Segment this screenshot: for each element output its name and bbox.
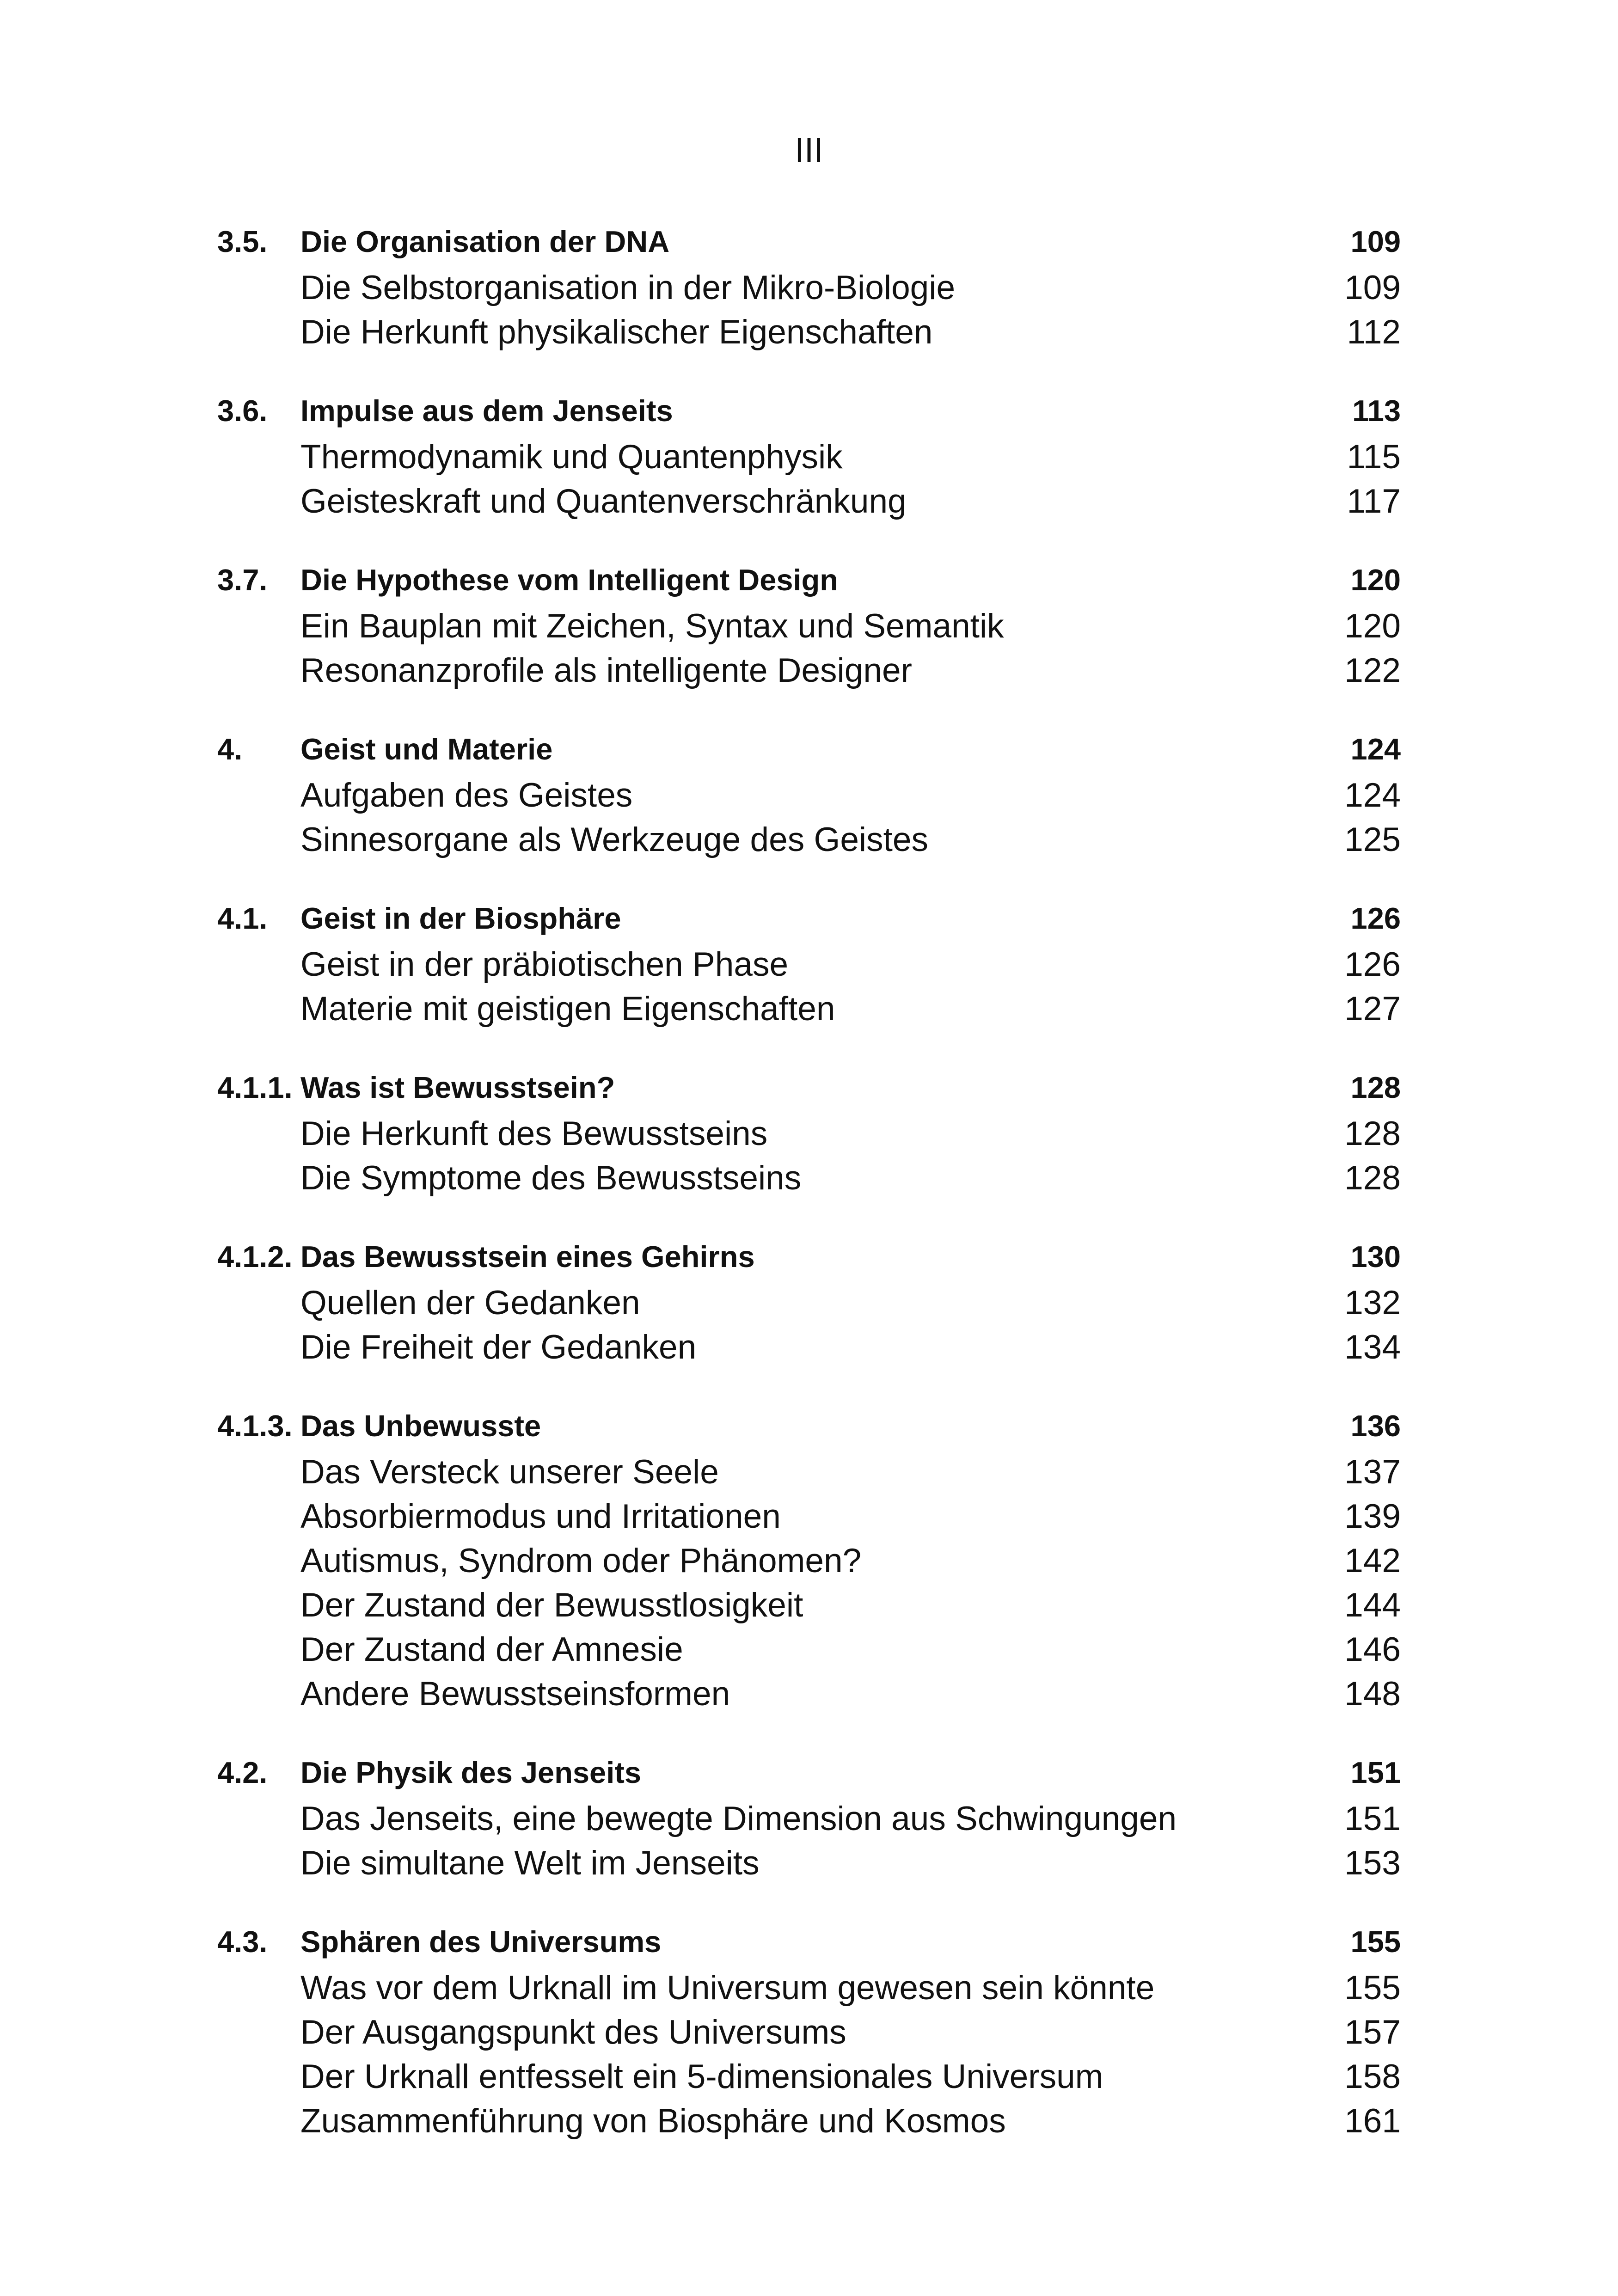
subentry-page-number: 139 [1344,1497,1401,1535]
subentry-title: Absorbiermodus und Irritationen [300,1497,781,1535]
section-page-number: 113 [1352,393,1401,428]
toc-subentry [217,1325,1401,1369]
subentry-title: Thermodynamik und Quantenphysik [300,438,843,476]
toc-subentry [217,817,1401,862]
toc-subentry [217,1671,1401,1716]
subentry-title: Der Zustand der Bewusstlosigkeit [300,1586,803,1624]
toc-subentry [217,1841,1401,1885]
toc-heading [217,386,1401,435]
toc-subentry [217,1583,1401,1627]
subentry-title: Resonanzprofile als intelligente Designer [300,651,912,689]
toc-subentry [217,1111,1401,1156]
subentry-page-number: 153 [1344,1844,1401,1882]
section-page-number: 155 [1350,1924,1401,1959]
section-number: 4.1.2. [217,1239,293,1274]
toc-heading [217,556,1401,604]
subentry-page-number: 125 [1344,820,1401,858]
subentry-title: Die Selbstorganisation in der Mikro-Biologie [300,269,956,306]
section-page-number: 126 [1350,901,1401,935]
subentry-page-number: 155 [1344,1969,1401,2007]
toc-section [217,386,1401,523]
section-page-number: 130 [1350,1239,1401,1274]
subentry-title: Quellen der Gedanken [300,1284,640,1322]
toc-subentry [217,310,1401,354]
subentry-page-number: 124 [1344,776,1401,814]
subentry-title: Das Versteck unserer Seele [300,1453,719,1491]
subentry-title: Zusammenführung von Biosphäre und Kosmos [300,2102,1006,2140]
subentry-page-number: 161 [1344,2102,1401,2140]
subentry-title: Das Jenseits, eine bewegte Dimension aus Schwingungen [300,1800,1177,1837]
toc-subentry [217,1627,1401,1671]
section-number: 4.1. [217,901,268,935]
subentry-title: Materie mit geistigen Eigenschaften [300,990,835,1028]
subentry-page-number: 134 [1344,1328,1401,1366]
section-page-number: 120 [1350,563,1401,597]
section-page-number: 136 [1350,1408,1401,1443]
section-title: Das Bewusstsein eines Gehirns [300,1239,755,1274]
toc-heading [217,217,1401,265]
subentry-title: Die Symptome des Bewusstseins [300,1159,802,1197]
toc-heading [217,894,1401,942]
section-number: 4.1.3. [217,1408,293,1443]
subentry-page-number: 144 [1344,1586,1401,1624]
toc-section [217,894,1401,1031]
section-title: Impulse aus dem Jenseits [300,393,673,428]
toc-heading [217,1063,1401,1111]
subentry-title: Geisteskraft und Quantenverschränkung [300,482,907,520]
toc-section [217,1063,1401,1200]
subentry-title: Ein Bauplan mit Zeichen, Syntax und Semantik [300,607,1004,645]
toc-subentry [217,604,1401,648]
subentry-page-number: 137 [1344,1453,1401,1491]
subentry-title: Die Herkunft des Bewusstseins [300,1114,768,1152]
section-page-number: 109 [1350,224,1401,258]
toc-heading [217,1402,1401,1450]
section-title: Die Physik des Jenseits [300,1755,642,1789]
toc-heading [217,1232,1401,1280]
toc-subentry [217,986,1401,1031]
toc-subentry [217,2010,1401,2054]
toc-subentry [217,1965,1401,2010]
subentry-title: Was vor dem Urknall im Universum gewesen sein könnte [300,1969,1155,2007]
toc-section [217,725,1401,862]
toc-subentry [217,1796,1401,1841]
subentry-title: Die Herkunft physikalischer Eigenschaften [300,313,933,351]
table-of-contents [217,217,1401,2175]
toc-heading [217,1917,1401,1965]
toc-section [217,1402,1401,1716]
section-title: Die Hypothese vom Intelligent Design [300,563,838,597]
section-page-number: 151 [1350,1755,1401,1789]
toc-subentry [217,265,1401,310]
subentry-page-number: 151 [1344,1800,1401,1837]
subentry-page-number: 132 [1344,1284,1401,1322]
section-title: Geist und Materie [300,732,553,766]
subentry-page-number: 109 [1344,269,1401,306]
section-number: 3.6. [217,393,268,428]
toc-subentry [217,479,1401,523]
subentry-page-number: 157 [1344,2013,1401,2051]
section-number: 4.1.1. [217,1070,293,1104]
section-title: Was ist Bewusstsein? [300,1070,615,1104]
subentry-title: Der Ausgangspunkt des Universums [300,2013,846,2051]
section-number: 4.3. [217,1924,268,1959]
toc-subentry [217,2099,1401,2143]
subentry-page-number: 120 [1344,607,1401,645]
toc-subentry [217,773,1401,817]
subentry-page-number: 148 [1344,1675,1401,1713]
toc-subentry [217,1156,1401,1200]
section-title: Die Organisation der DNA [300,224,670,258]
section-title: Geist in der Biosphäre [300,901,621,935]
toc-subentry [217,942,1401,986]
toc-subentry [217,648,1401,692]
subentry-title: Sinnesorgane als Werkzeuge des Geistes [300,820,929,858]
subentry-page-number: 117 [1347,482,1401,520]
subentry-title: Der Urknall entfesselt ein 5-dimensionales Universum [300,2057,1103,2095]
toc-subentry [217,1450,1401,1494]
subentry-page-number: 128 [1344,1159,1401,1197]
toc-subentry [217,2054,1401,2099]
subentry-page-number: 128 [1344,1114,1401,1152]
toc-section [217,556,1401,692]
subentry-title: Geist in der präbiotischen Phase [300,945,789,983]
subentry-page-number: 127 [1344,990,1401,1028]
subentry-page-number: 126 [1344,945,1401,983]
toc-section [217,1748,1401,1885]
section-number: 4. [217,732,243,766]
subentry-title: Die simultane Welt im Jenseits [300,1844,760,1882]
toc-section [217,217,1401,354]
toc-subentry [217,1494,1401,1538]
section-page-number: 124 [1350,732,1401,766]
toc-subentry [217,1280,1401,1325]
section-page-number: 128 [1350,1070,1401,1104]
subentry-page-number: 146 [1344,1630,1401,1668]
subentry-title: Autismus, Syndrom oder Phänomen? [300,1542,862,1580]
section-number: 4.2. [217,1755,268,1789]
subentry-page-number: 158 [1344,2057,1401,2095]
subentry-title: Der Zustand der Amnesie [300,1630,683,1668]
toc-heading [217,725,1401,773]
subentry-page-number: 115 [1347,438,1401,476]
toc-section [217,1917,1401,2143]
subentry-title: Andere Bewusstseinsformen [300,1675,730,1713]
toc-heading [217,1748,1401,1796]
subentry-title: Aufgaben des Geistes [300,776,633,814]
toc-subentry [217,1538,1401,1583]
subentry-page-number: 142 [1344,1542,1401,1580]
section-title: Sphären des Universums [300,1924,662,1959]
section-title: Das Unbewusste [300,1408,541,1443]
toc-section [217,1232,1401,1369]
subentry-page-number: 122 [1344,651,1401,689]
toc-subentry [217,435,1401,479]
subentry-title: Die Freiheit der Gedanken [300,1328,697,1366]
subentry-page-number: 112 [1347,313,1401,351]
page-number: III [795,131,823,169]
section-number: 3.5. [217,224,268,258]
section-number: 3.7. [217,563,268,597]
